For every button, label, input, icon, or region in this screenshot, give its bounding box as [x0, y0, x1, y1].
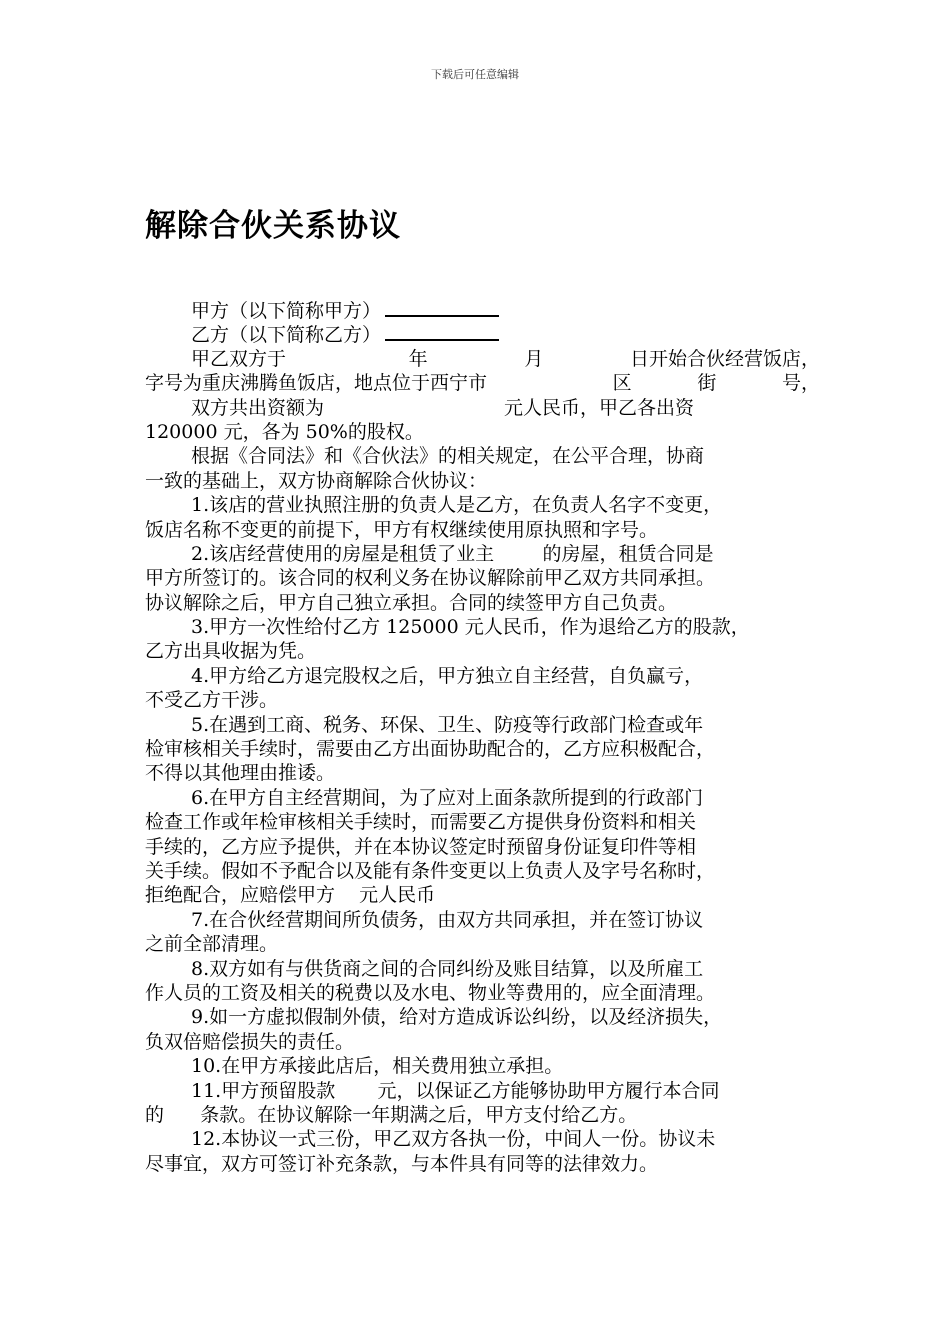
- document-title: 解除合伙关系协议: [145, 208, 401, 244]
- body-line: 尽事宜，双方可签订补充条款，与本件具有同等的法律效力。: [145, 1152, 659, 1175]
- address-part-4: 号，: [781, 372, 820, 395]
- address-line: [145, 371, 820, 395]
- body-line: 120000 元，各为 50%的股权。: [145, 420, 424, 443]
- body-line: 作人员的工资及相关的税费以及水电、物业等费用的，应全面清理。: [145, 981, 716, 1004]
- address-part-1: 字号为重庆沸腾鱼饭店，地点位于西宁市: [145, 372, 488, 395]
- body-line: 根据《合同法》和《合伙法》的相关规定，在公平合理，协商: [191, 445, 705, 468]
- party-b-label: 乙方（以下简称乙方）: [191, 324, 382, 347]
- clause-4: 4.甲方给乙方退完股权之后，甲方独立自主经营，自负赢亏，: [191, 664, 704, 687]
- clause-12: 12.本协议一式三份，甲乙双方各执一份，中间人一份。协议未: [191, 1128, 716, 1151]
- date-line: [145, 347, 820, 371]
- party-a-blank: [385, 298, 499, 317]
- body-line: 一致的基础上，双方协商解除合伙协议：: [145, 469, 488, 492]
- clause-9: 9.如一方虚拟假制外债，给对方造成诉讼纠纷，以及经济损失，: [191, 1006, 723, 1029]
- clause-2: 2.该店经营使用的房屋是租赁了业主 的房屋，租赁合同是: [191, 542, 714, 565]
- clause-1: 1.该店的营业执照注册的负责人是乙方，在负责人名字不变更，: [191, 494, 723, 517]
- clause-5: 5.在遇到工商、税务、环保、卫生、防疫等行政部门检查或年: [191, 713, 704, 736]
- body-line: 不受乙方干涉。: [145, 689, 279, 712]
- body-line: 不得以其他理由推诿。: [145, 762, 336, 785]
- date-part-2: 年: [408, 347, 428, 370]
- party-b-blank: [385, 322, 499, 341]
- header-note: 下载后可任意编辑: [431, 68, 519, 81]
- clause-11: 11.甲方预留股款 元，以保证乙方能够协助甲方履行本合同: [191, 1079, 720, 1102]
- body-line: 协议解除之后，甲方自己独立承担。合同的续签甲方自己负责。: [145, 591, 678, 614]
- clause-10: 10.在甲方承接此店后，相关费用独立承担。: [191, 1055, 564, 1078]
- body-line: 检查工作或年检审核相关手续时，而需要乙方提供身份资料和相关: [145, 811, 697, 834]
- body-line: 拒绝配合，应赔偿甲方 元人民币: [145, 884, 436, 907]
- clause-7: 7.在合伙经营期间所负债务，由双方共同承担，并在签订协议: [191, 908, 704, 931]
- body-line: 饭店名称不变更的前提下，甲方有权继续使用原执照和字号。: [145, 518, 659, 541]
- body-line: 负双倍赔偿损失的责任。: [145, 1030, 355, 1053]
- body-line: 关手续。假如不予配合以及能有条件变更以上负责人及字号名称时，: [145, 859, 716, 882]
- body-line: 乙方出具收据为凭。: [145, 640, 317, 663]
- capital-part-2: 元人民币，甲乙各出资: [504, 396, 695, 419]
- clause-6: 6.在甲方自主经营期间，为了应对上面条款所提到的行政部门: [191, 786, 704, 809]
- agreement-body: [145, 298, 820, 1176]
- clause-8: 8.双方如有与供货商之间的合同纠纷及账目结算，以及所雇工: [191, 957, 704, 980]
- body-line: 的 条款。在协议解除一年期满之后，甲方支付给乙方。: [145, 1103, 638, 1126]
- address-part-2: 区: [612, 372, 632, 395]
- clause-3: 3.甲方一次性给付乙方 125000 元人民币，作为退给乙方的股款，: [191, 616, 750, 639]
- capital-line: [145, 396, 820, 420]
- body-line: 之前全部清理。: [145, 933, 279, 956]
- date-part-1: 甲乙双方于: [191, 347, 287, 370]
- party-a-line: [145, 298, 820, 322]
- date-part-3: 月: [524, 347, 544, 370]
- party-a-label: 甲方（以下简称甲方）: [191, 300, 382, 322]
- address-part-3: 街: [697, 372, 717, 395]
- date-part-4: 日开始合伙经营饭店，: [629, 347, 820, 370]
- body-line: 甲方所签订的。该合同的权利义务在协议解除前甲乙双方共同承担。: [145, 567, 716, 590]
- body-line: 手续的，乙方应予提供，并在本协议签定时预留身份证复印件等相: [145, 835, 697, 858]
- party-b-line: [145, 322, 820, 346]
- capital-part-1: 双方共出资额为: [191, 396, 325, 419]
- body-line: 检审核相关手续时，需要由乙方出面协助配合的，乙方应积极配合，: [145, 738, 716, 761]
